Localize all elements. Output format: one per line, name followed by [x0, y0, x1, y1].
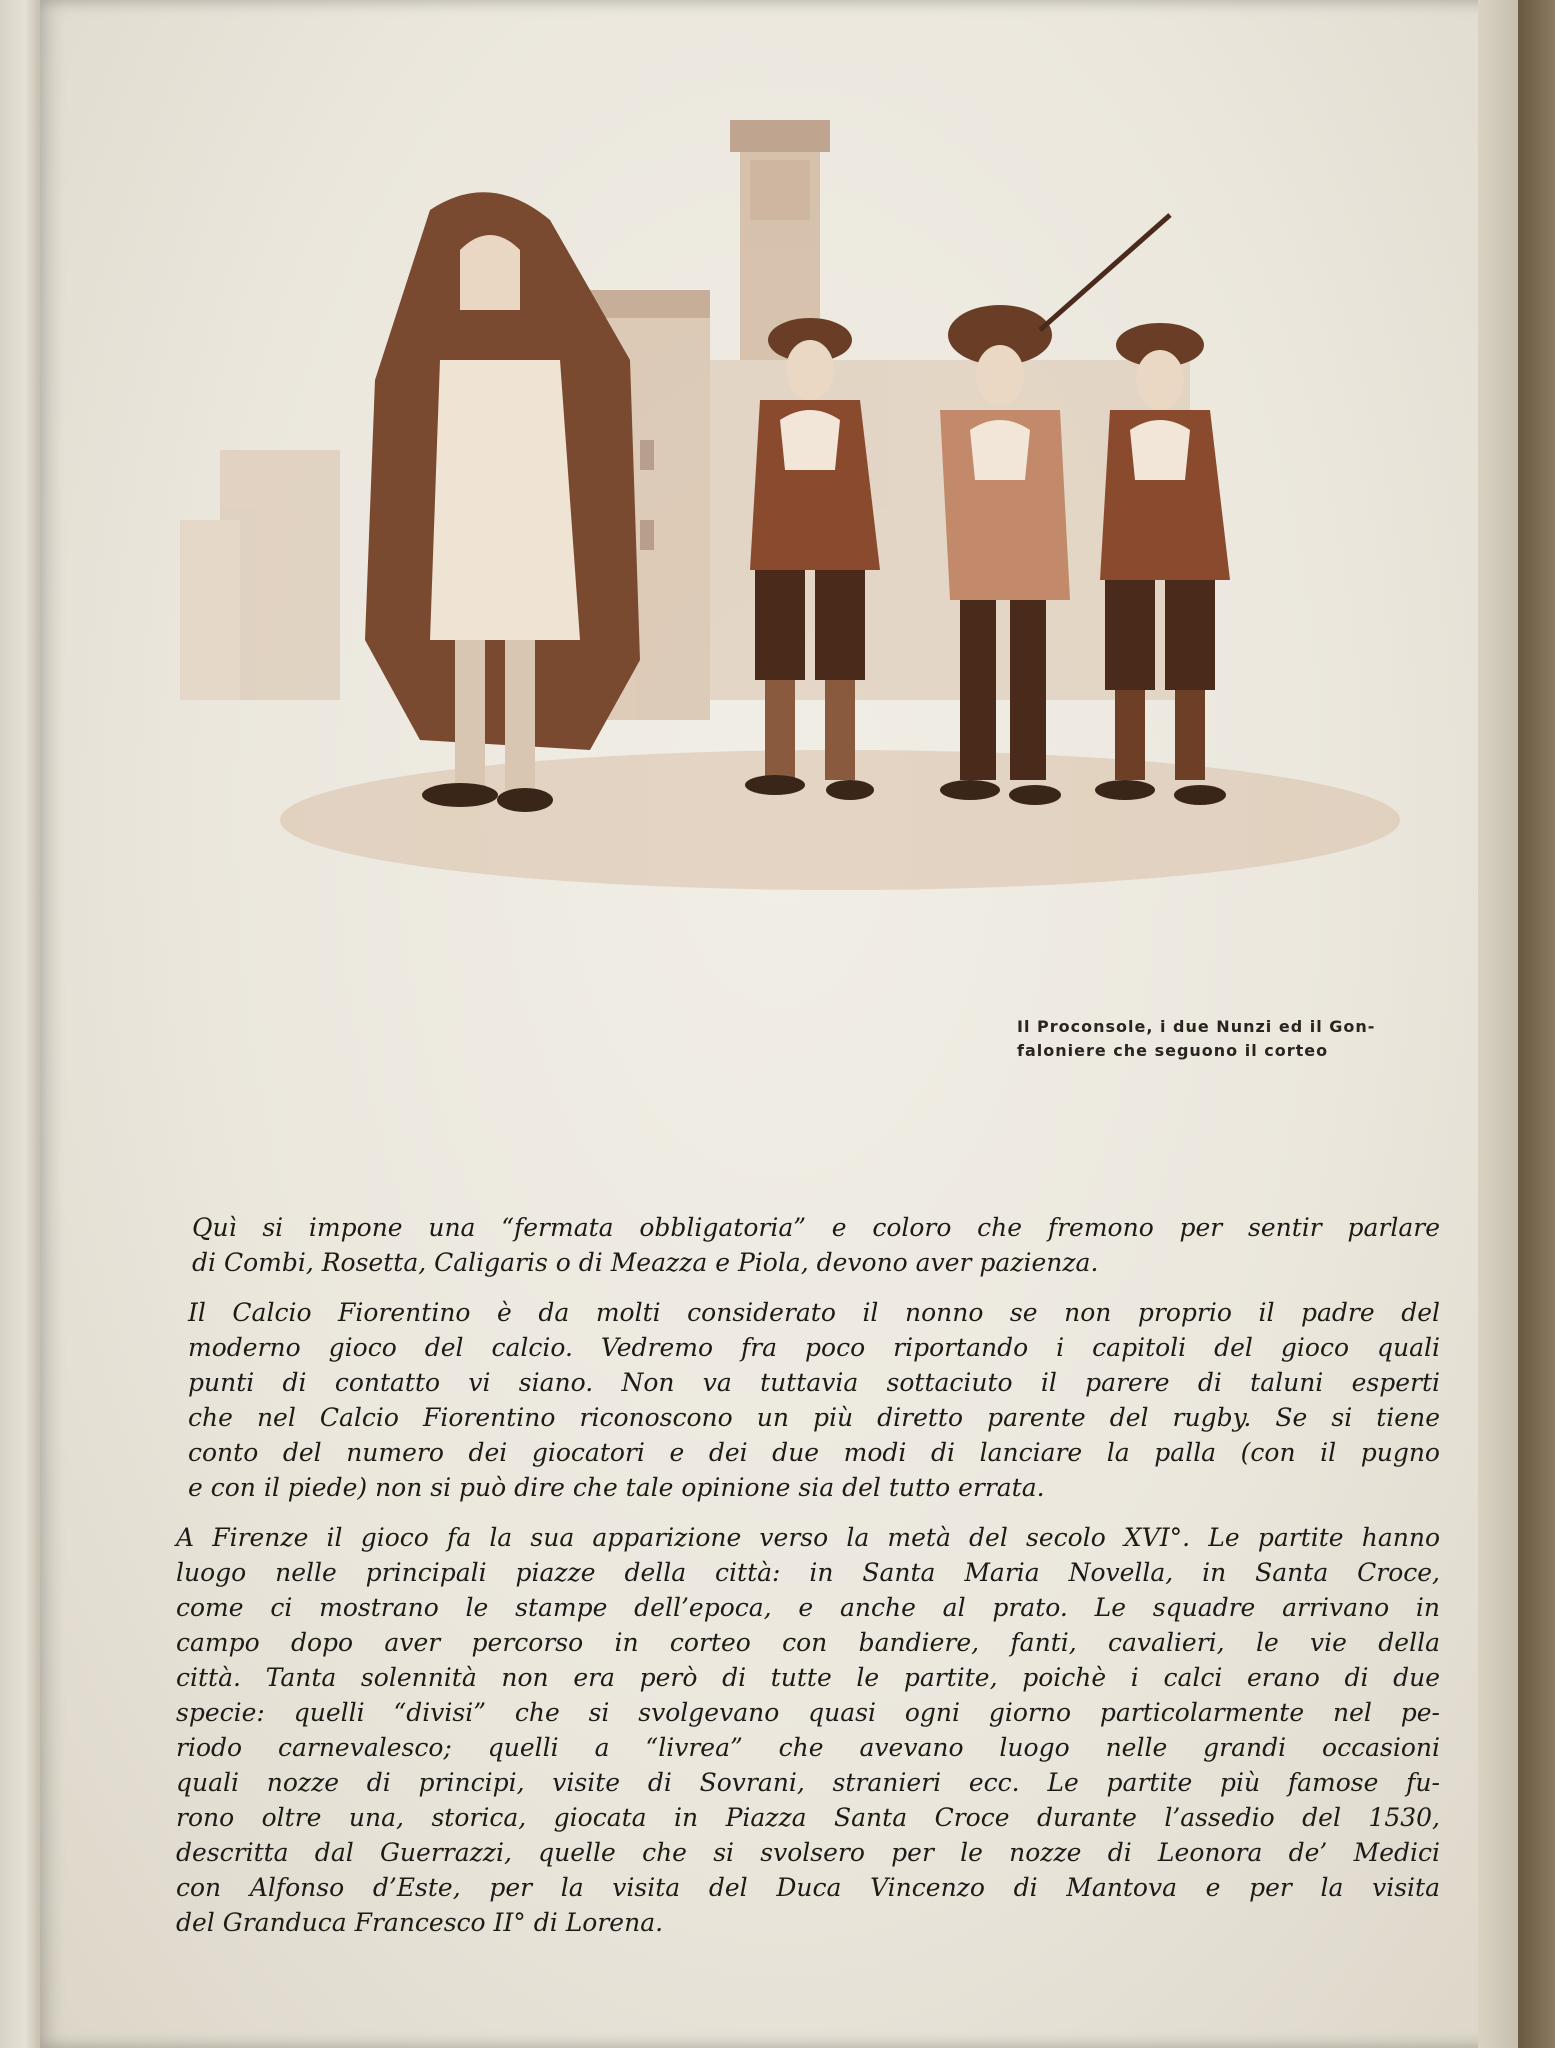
text-line: che nel Calcio Fiorentino riconoscono un più diretto parente del rugby. Se si tiene: [188, 1403, 1440, 1432]
text-line: conto del numero dei giocatori e dei due modi di lanciare la palla (con il pugno: [188, 1438, 1440, 1467]
text-line: A Firenze il gioco fa la sua apparizione verso la metà del secolo XVI°. Le partite hanno: [176, 1523, 1440, 1552]
text-line: città. Tanta solennità non era però di tutte le partite, poichè i calci erano di due: [176, 1663, 1440, 1692]
book-page: [40, 0, 1518, 2048]
text-line: e con il piede) non si può dire che tale opinione sia del tutto errata.: [188, 1473, 1045, 1502]
paragraph-calcio: [170, 1295, 1440, 1505]
caption-line: Il Proconsole, i due Nunzi ed il Gon-: [1017, 1017, 1376, 1036]
text-line: Il Calcio Fiorentino è da molti considerato il nonno se non proprio il padre del: [188, 1298, 1440, 1327]
text-line: luogo nelle principali piazze della città: in Santa Maria Novella, in Santa Croce,: [176, 1558, 1440, 1587]
text-line: riodo carnevalesco; quelli a “livrea” che avevano luogo nelle grandi occasioni: [176, 1733, 1440, 1762]
text-line: descritta dal Guerrazzi, quelle che si svolsero per le nozze di Leonora de’ Medici: [176, 1838, 1440, 1867]
text-line: moderno gioco del calcio. Vedremo fra poco riportando i capitoli del gioco quali: [188, 1333, 1440, 1362]
next-page-edge: [1478, 0, 1518, 2048]
sepia-illustration: [160, 100, 1410, 950]
text-line: campo dopo aver percorso in corteo con bandiere, fanti, cavalieri, le vie della: [176, 1628, 1440, 1657]
caption-line: faloniere che seguono il corteo: [1017, 1041, 1329, 1060]
previous-page-edge: [0, 0, 44, 2048]
paragraph-firenze: [170, 1520, 1440, 1940]
paragraph-fermata: [170, 1210, 1440, 1280]
illustration-caption: [1017, 1015, 1417, 1063]
text-line: quali nozze di principi, visite di Sovrani, stranieri ecc. Le partite più famose fu-: [176, 1768, 1440, 1797]
text-line: con Alfonso d’Este, per la visita del Duca Vincenzo di Mantova e per la visita: [176, 1873, 1440, 1902]
article-body: [170, 1210, 1440, 1955]
proconsole-figure: [365, 192, 640, 812]
text-line: del Granduca Francesco II° di Lorena.: [176, 1908, 664, 1937]
text-line: di Combi, Rosetta, Caligaris o di Meazza e Piola, devono aver pazienza.: [192, 1248, 1099, 1277]
text-line: specie: quelli “divisi” che si svolgevano quasi ogni giorno particolarmente nel pe-: [176, 1698, 1440, 1727]
text-line: Quì si impone una “fermata obbligatoria” e coloro che fremono per sentir parlare: [192, 1213, 1440, 1242]
text-line: come ci mostrano le stampe dell’epoca, e anche al prato. Le squadre arrivano in: [176, 1593, 1440, 1622]
text-line: punti di contatto vi siano. Non va tuttavia sottaciuto il parere di taluni esperti: [188, 1368, 1440, 1397]
text-line: rono oltre una, storica, giocata in Piazza Santa Croce durante l’assedio del 1530,: [176, 1803, 1440, 1832]
